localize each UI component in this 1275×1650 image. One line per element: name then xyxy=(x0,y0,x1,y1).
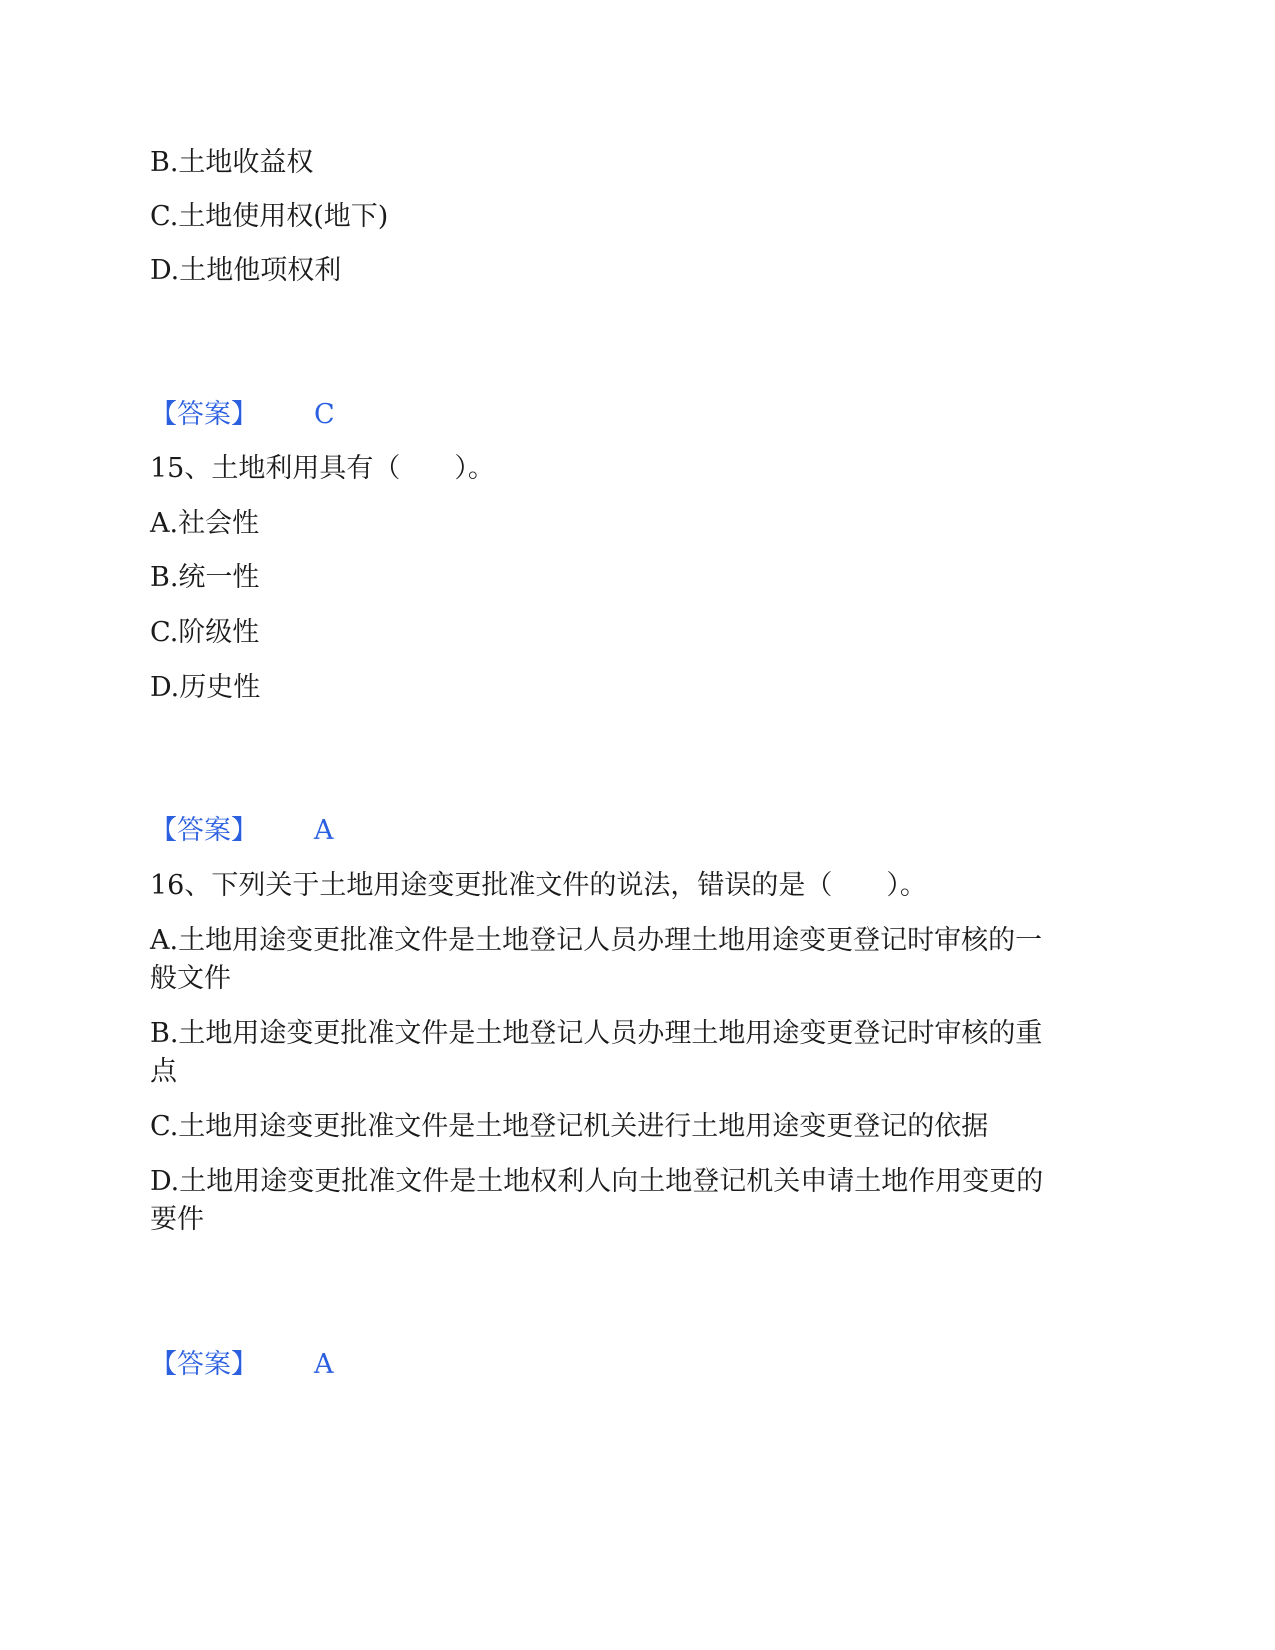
q14-answer xyxy=(150,395,335,435)
q16-option-b-line2: 点 xyxy=(150,1056,177,1087)
answer-letter: C xyxy=(314,399,335,430)
q15-answer xyxy=(150,811,334,851)
q15-option-a: A.社会性 xyxy=(150,508,260,539)
answer-letter: A xyxy=(314,815,334,846)
q16-option-c: C.土地用途变更批准文件是土地登记机关进行土地用途变更登记的依据 xyxy=(150,1111,989,1142)
q16-option-a-line2: 般文件 xyxy=(150,963,231,994)
q15-option-d: D.历史性 xyxy=(150,672,261,703)
q16-option-b-line1: B.土地用途变更批准文件是土地登记人员办理土地用途变更登记时审核的重 xyxy=(150,1018,1043,1049)
q15-stem: 15、土地利用具有（ ）。 xyxy=(150,453,495,484)
answer-label: 【答案】 xyxy=(150,1349,258,1380)
answer-label: 【答案】 xyxy=(150,399,258,430)
q14-option-c: C.土地使用权(地下) xyxy=(150,201,389,232)
answer-label: 【答案】 xyxy=(150,815,258,846)
q15-option-c: C.阶级性 xyxy=(150,617,260,648)
answer-letter: A xyxy=(314,1349,334,1380)
q14-option-b: B.土地收益权 xyxy=(150,147,314,178)
q16-answer xyxy=(150,1345,334,1385)
q15-option-b: B.统一性 xyxy=(150,562,260,593)
q16-stem: 16、下列关于土地用途变更批准文件的说法，错误的是（ ）。 xyxy=(150,870,927,901)
q14-option-d: D.土地他项权利 xyxy=(150,255,342,286)
q16-option-d-line1: D.土地用途变更批准文件是土地权利人向土地登记机关申请土地作用变更的 xyxy=(150,1166,1044,1197)
q16-option-d-line2: 要件 xyxy=(150,1204,204,1235)
q16-option-a-line1: A.土地用途变更批准文件是土地登记人员办理土地用途变更登记时审核的一 xyxy=(150,925,1043,956)
